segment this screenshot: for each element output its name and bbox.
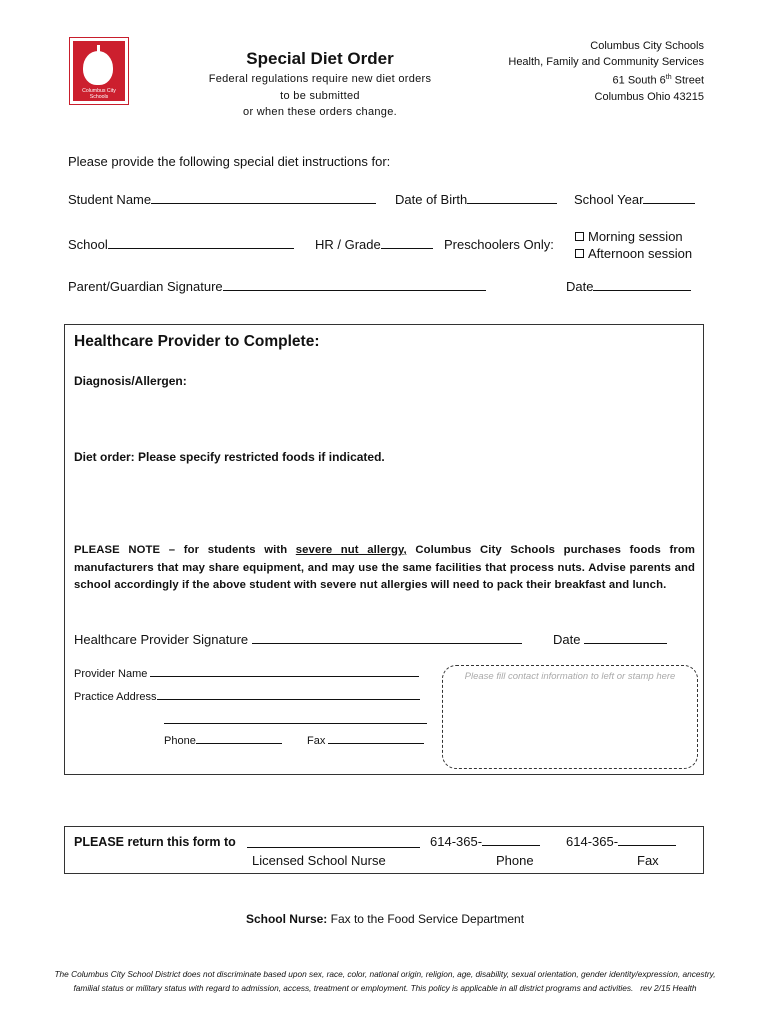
stamp-area[interactable] bbox=[442, 665, 698, 769]
nondiscrimination-footer: The Columbus City School District does not discriminate based upon sex, race, color, national origin, religion, age, disability, sexual orientation, gender identity/expression, ancestry, familial status or military status with regard to admission, access, treatment or employment. This policy is applicable in all district programs and activities. rev 2/15 Health bbox=[54, 969, 716, 993]
practice-address-line2[interactable] bbox=[164, 712, 427, 724]
provider-heading: Healthcare Provider to Complete: bbox=[74, 333, 320, 350]
instructions-text: Please provide the following special diet instructions for: bbox=[68, 154, 391, 169]
provider-signature-label: Healthcare Provider Signature bbox=[74, 632, 249, 647]
apple-icon bbox=[83, 51, 113, 85]
parent-date-field[interactable] bbox=[566, 279, 691, 294]
provider-date-field[interactable] bbox=[553, 632, 667, 647]
student-name-field[interactable] bbox=[68, 192, 376, 207]
nurse-fax-note: School Nurse: Fax to the Food Service Department bbox=[245, 912, 525, 926]
morning-session-option[interactable] bbox=[575, 229, 683, 244]
provider-phone-label: Phone bbox=[164, 735, 196, 747]
provider-fax-label: Fax bbox=[307, 735, 326, 747]
phone-label: Phone bbox=[496, 853, 534, 868]
school-field[interactable] bbox=[68, 237, 294, 252]
form-title: Special Diet Order bbox=[246, 49, 394, 68]
dob-label: Date of Birth bbox=[395, 192, 468, 207]
provider-signature-field[interactable] bbox=[74, 632, 522, 647]
return-fax-field[interactable] bbox=[566, 834, 676, 849]
revision-label: rev 2/15 Health bbox=[640, 982, 697, 993]
morning-label: Morning session bbox=[588, 229, 683, 244]
form-subtitle: Federal regulations require new diet orders to be submitted or when these orders change. bbox=[208, 73, 432, 118]
nurse-name-line[interactable] bbox=[247, 835, 420, 848]
afternoon-session-option[interactable] bbox=[575, 246, 692, 261]
district-logo bbox=[69, 37, 129, 105]
diagnosis-label: Diagnosis/Allergen: bbox=[74, 374, 187, 388]
provider-phone-field[interactable] bbox=[164, 732, 282, 747]
practice-address-label: Practice Address bbox=[74, 691, 157, 703]
return-phone-field[interactable] bbox=[430, 834, 540, 849]
provider-fax-field[interactable] bbox=[307, 732, 424, 747]
logo-text: Columbus City Schools bbox=[82, 88, 116, 100]
provider-date-label: Date bbox=[553, 632, 581, 647]
preschool-label: Preschoolers Only: bbox=[444, 237, 554, 252]
stamp-hint: Please fill contact information to left or stamp here bbox=[464, 671, 676, 682]
parent-date-label: Date bbox=[566, 279, 594, 294]
nurse-label: Licensed School Nurse bbox=[252, 853, 386, 868]
school-year-field[interactable] bbox=[574, 192, 695, 207]
grade-label: HR / Grade bbox=[315, 237, 381, 252]
provider-name-label: Provider Name bbox=[74, 668, 148, 680]
afternoon-label: Afternoon session bbox=[588, 246, 693, 261]
school-label: School bbox=[68, 237, 108, 252]
phone-prefix: 614-365- bbox=[430, 834, 483, 849]
student-name-label: Student Name bbox=[68, 192, 152, 207]
school-year-label: School Year bbox=[574, 192, 644, 207]
grade-field[interactable] bbox=[315, 237, 433, 252]
provider-name-field[interactable] bbox=[74, 665, 419, 680]
afternoon-checkbox[interactable] bbox=[575, 249, 584, 258]
dob-field[interactable] bbox=[395, 192, 557, 207]
morning-checkbox[interactable] bbox=[575, 232, 584, 241]
fax-label: Fax bbox=[637, 853, 659, 868]
fax-prefix: 614-365- bbox=[566, 834, 619, 849]
diet-order-label: Diet order: Please specify restricted foods if indicated. bbox=[74, 450, 385, 464]
practice-address-field[interactable] bbox=[74, 688, 420, 703]
org-address: Columbus City Schools Health, Family and Community Services 61 South 6th Street Columbus Ohio 43215 bbox=[508, 40, 704, 103]
parent-signature-label: Parent/Guardian Signature bbox=[68, 279, 223, 294]
parent-signature-field[interactable] bbox=[68, 279, 486, 294]
nut-allergy-note: PLEASE NOTE – for students with severe nut allergy, Columbus City Schools purchases foods from manufacturers that may share equipment, and may use the same facilities that process nuts. Advise parents and school accordingly if the above student with severe nut allergies will need to pack their breakfast and lunch. bbox=[74, 544, 695, 591]
return-label: PLEASE return this form to bbox=[74, 835, 236, 849]
